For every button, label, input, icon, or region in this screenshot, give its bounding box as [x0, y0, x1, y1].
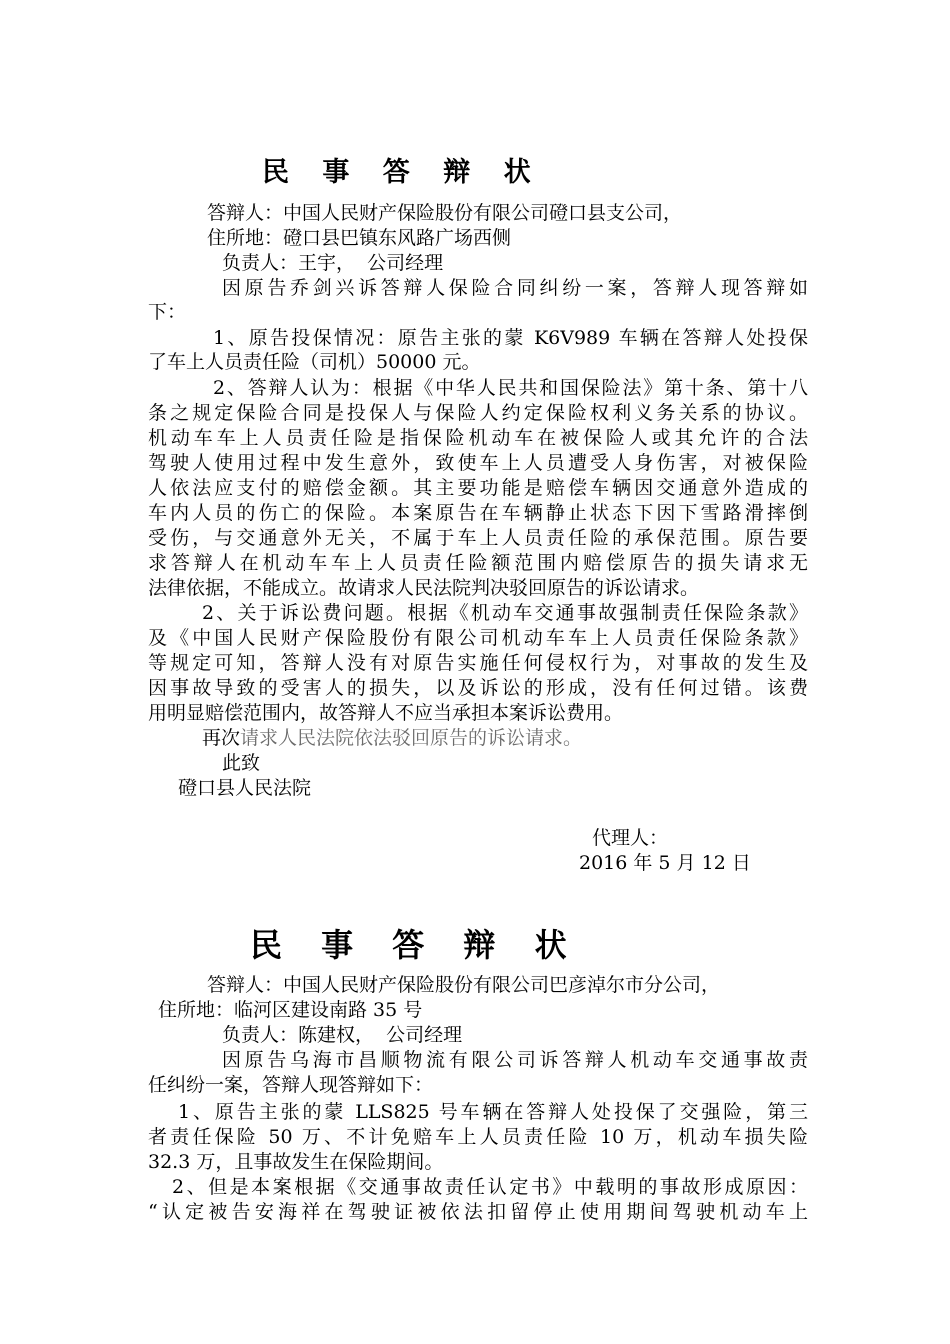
doc2-title: 民 事 答 辩 状 — [250, 926, 581, 964]
doc2-point2-line: “认定被告安海祥在驾驶证被依法扣留停止使用期间驾驶机动车上 — [148, 1201, 808, 1223]
doc2-intro-line: 任纠纷一案，答辩人现答辩如下： — [148, 1074, 434, 1096]
doc1-point2-line: 受伤，与交通意外无关，不属于车上人员责任险的承保范围。原告要 — [148, 527, 808, 549]
doc1-point2-line: 车内人员的伤亡的保险。本案原告在车辆静止状态下因下雪路滑摔倒 — [148, 502, 808, 524]
doc1-again-prefix: 再次 — [202, 727, 241, 749]
doc1-point2-line: 条之规定保险合同是投保人与保险人约定保险权利义务关系的协议。 — [148, 402, 808, 424]
doc2-point1-line: 32.3 万，且事故发生在保险期间。 — [148, 1151, 444, 1173]
doc1-again-rest: 请求人民法院依法驳回原告的诉讼请求。 — [240, 727, 583, 749]
doc1-agent: 代理人： — [592, 827, 669, 849]
doc1-title: 民 事 答 辩 状 — [262, 157, 543, 188]
doc1-court: 磴口县人民法院 — [178, 777, 312, 799]
doc2-point2-line: 2、但是本案根据《交通事故责任认定书》中载明的事故形成原因： — [172, 1176, 808, 1198]
doc1-person-in-charge: 负责人：王宇， 公司经理 — [222, 252, 444, 274]
doc1-point1-line: 1、原告投保情况：原告主张的蒙 K6V989 车辆在答辩人处投保 — [213, 327, 808, 349]
doc2-intro-line: 因原告乌海市昌顺物流有限公司诉答辩人机动车交通事故责 — [222, 1049, 808, 1071]
doc1-respondent: 答辩人：中国人民财产保险股份有限公司磴口县支公司， — [207, 202, 683, 224]
doc1-point3-line: 因事故导致的受害人的损失，以及诉讼的形成，没有任何过错。该费 — [148, 677, 808, 699]
doc2-person-in-charge: 负责人：陈建权， 公司经理 — [222, 1024, 463, 1046]
doc1-point3-line: 及《中国人民财产保险股份有限公司机动车车上人员责任保险条款》 — [148, 627, 808, 649]
doc1-point3-line: 用明显赔偿范围内，故答辩人不应当承担本案诉讼费用。 — [148, 702, 624, 724]
doc1-closing: 此致 — [222, 752, 261, 774]
doc1-point3-line: 等规定可知，答辩人没有对原告实施任何侵权行为，对事故的发生及 — [148, 652, 808, 674]
doc1-date: 2016 年 5 月 12 日 — [579, 852, 751, 874]
doc1-intro-line: 下： — [148, 301, 187, 323]
doc2-respondent: 答辩人：中国人民财产保险股份有限公司巴彦淖尔市分公司， — [207, 974, 721, 996]
doc1-address: 住所地：磴口县巴镇东风路广场西侧 — [207, 227, 512, 249]
doc1-point3-line: 2、关于诉讼费问题。根据《机动车交通事故强制责任保险条款》 — [202, 602, 808, 624]
doc1-point2-line: 人依法应支付的赔偿金额。其主要功能是赔偿车辆因交通意外造成的 — [148, 477, 808, 499]
doc1-point2-line: 驾驶人使用过程中发生意外，致使车上人员遭受人身伤害，对被保险 — [148, 452, 808, 474]
doc1-point2-line: 2、答辩人认为：根据《中华人民共和国保险法》第十条、第十八 — [213, 377, 808, 399]
doc1-point1-line: 了车上人员责任险（司机）50000 元。 — [148, 351, 481, 373]
doc1-point2-line: 法律依据，不能成立。故请求人民法院判决驳回原告的诉讼请求。 — [148, 577, 700, 599]
doc1-again-request — [202, 726, 662, 750]
doc2-point1-line: 者责任保险 50 万、不计免赔车上人员责任险 10 万，机动车损失险 — [148, 1126, 808, 1148]
doc2-address: 住所地：临河区建设南路 35 号 — [158, 999, 423, 1021]
doc1-point2-line: 求答辩人在机动车车上人员责任险额范围内赔偿原告的损失请求无 — [148, 552, 808, 574]
doc1-point2-line: 机动车车上人员责任险是指保险机动车在被保险人或其允许的合法 — [148, 427, 808, 449]
doc2-point1-line: 1、原告主张的蒙 LLS825 号车辆在答辩人处投保了交强险，第三 — [178, 1101, 808, 1123]
doc1-intro-line: 因原告乔剑兴诉答辩人保险合同纠纷一案，答辩人现答辩如 — [222, 277, 808, 299]
